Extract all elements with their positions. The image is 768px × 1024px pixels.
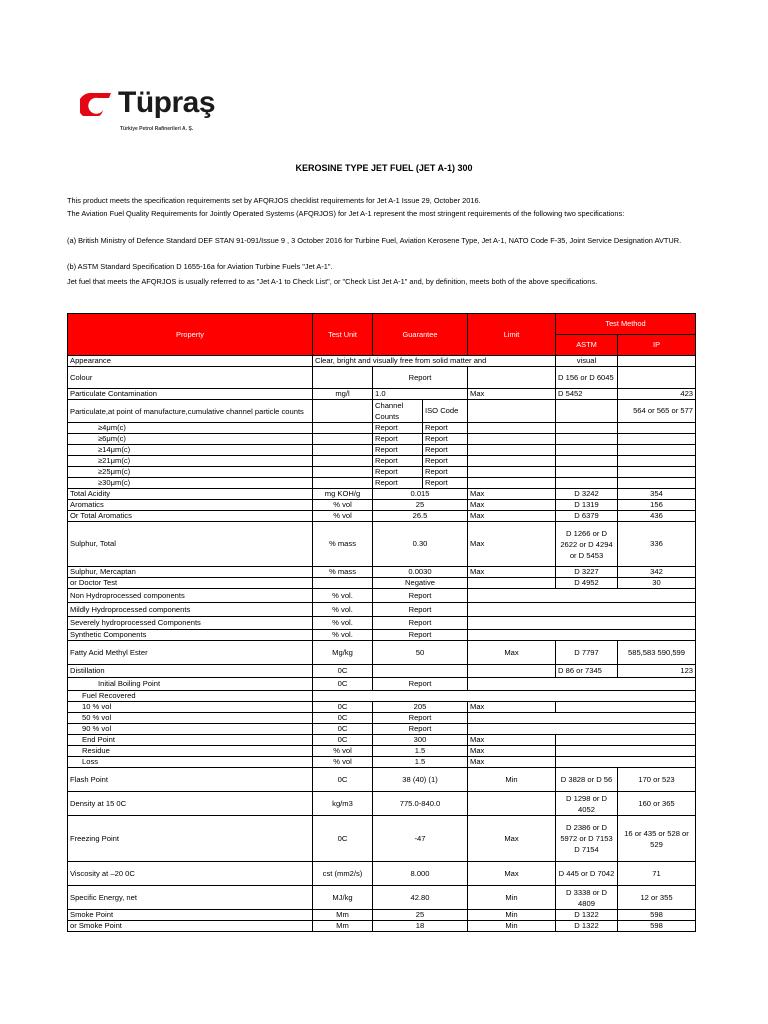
property-cell: Specific Energy, net bbox=[68, 886, 313, 910]
property-cell: Appearance bbox=[68, 356, 313, 367]
guarantee-cell: 1.5 bbox=[373, 757, 468, 768]
guarantee-cell: Clear, bright and visually free from solid matter and bbox=[313, 356, 556, 367]
guarantee-cell: -47 bbox=[373, 816, 468, 862]
property-cell: Severely hydroprocessed Components bbox=[68, 617, 313, 630]
limit-cell: Max bbox=[468, 641, 556, 665]
guarantee-cell: 50 bbox=[373, 641, 468, 665]
unit-cell: % mass bbox=[313, 567, 373, 578]
table-row bbox=[68, 567, 696, 578]
intro-paragraph-5: Jet fuel that meets the AFQRJOS is usually referred to as "Jet A-1 to Check List", or "Check List Jet A-1" and, by definition, meets both of the above specifications. bbox=[67, 277, 598, 286]
astm-cell: D 2386 or D 5972 or D 7153 D 7154 bbox=[556, 816, 618, 862]
limit-cell: Max bbox=[468, 816, 556, 862]
count-cell: Report bbox=[373, 467, 423, 477]
ip-cell: 71 bbox=[618, 862, 696, 886]
limit-cell: Max bbox=[468, 735, 556, 746]
limit-cell: Min bbox=[468, 921, 556, 932]
property-cell: Aromatics bbox=[68, 500, 313, 511]
limit-cell: Max bbox=[468, 511, 556, 522]
table-row bbox=[68, 816, 696, 862]
table-row bbox=[68, 367, 696, 389]
ip-cell: 342 bbox=[618, 567, 696, 578]
header-test-unit: Test Unit bbox=[313, 314, 373, 356]
unit-cell: 0C bbox=[313, 735, 373, 746]
table-row bbox=[68, 713, 696, 724]
unit-cell: MJ/kg bbox=[313, 886, 373, 910]
astm-cell: D 1319 bbox=[556, 500, 618, 511]
astm-cell: D 3227 bbox=[556, 567, 618, 578]
channel-counts-label: Channel Counts bbox=[373, 400, 423, 422]
unit-cell: Mg/kg bbox=[313, 641, 373, 665]
unit-cell: % vol. bbox=[313, 603, 373, 617]
ip-cell: 564 or 565 or 577 bbox=[618, 400, 696, 423]
table-row bbox=[68, 423, 696, 434]
intro-paragraph-3: (a) British Ministry of Defence Standard DEF STAN 91-091/Issue 9 , 3 October 2016 for Turbine Fuel, Aviation Kerosene Type, Jet A-1, NATO Code F-35, Joint Service Designation AVTUR. bbox=[67, 236, 682, 245]
iso-cell: Report bbox=[425, 467, 448, 476]
property-cell: Mildly Hydroprocessed components bbox=[68, 603, 313, 617]
table-row bbox=[68, 641, 696, 665]
guarantee-cell: Report bbox=[373, 617, 468, 630]
table-row bbox=[68, 921, 696, 932]
astm-cell: D 445 or D 7042 bbox=[556, 862, 618, 886]
property-cell: ≥21μm(c) bbox=[68, 456, 313, 467]
property-cell: Viscosity at –20 0C bbox=[68, 862, 313, 886]
guarantee-cell: 775.0-840.0 bbox=[373, 792, 468, 816]
table-header bbox=[68, 314, 696, 356]
count-cell: Report bbox=[373, 478, 423, 488]
limit-cell: Max bbox=[468, 746, 556, 757]
table-row bbox=[68, 578, 696, 589]
unit-cell: 0C bbox=[313, 768, 373, 792]
limit-cell: Max bbox=[468, 702, 556, 713]
header-property: Property bbox=[68, 314, 313, 356]
table-row bbox=[68, 862, 696, 886]
limit-cell: Max bbox=[468, 862, 556, 886]
property-cell: ≥4μm(c) bbox=[68, 423, 313, 434]
guarantee-cell: Report bbox=[373, 678, 468, 691]
property-cell: 10 % vol bbox=[68, 702, 313, 713]
unit-cell: Mm bbox=[313, 910, 373, 921]
unit-cell: mg/l bbox=[313, 389, 373, 400]
iso-cell: Report bbox=[425, 478, 448, 487]
header-guarantee: Guarantee bbox=[373, 314, 468, 356]
unit-cell: kg/m3 bbox=[313, 792, 373, 816]
astm-cell: visual bbox=[556, 356, 618, 367]
guarantee-cell: 1.0 bbox=[373, 389, 468, 400]
unit-cell: mg KOH/g bbox=[313, 489, 373, 500]
ip-cell: 170 or 523 bbox=[618, 768, 696, 792]
guarantee-cell: Negative bbox=[373, 578, 468, 589]
limit-cell: Min bbox=[468, 768, 556, 792]
guarantee-cell: 0.30 bbox=[373, 522, 468, 567]
table-row bbox=[68, 478, 696, 489]
unit-cell: % vol bbox=[313, 511, 373, 522]
limit-cell: Max bbox=[468, 500, 556, 511]
property-cell: or Doctor Test bbox=[68, 578, 313, 589]
guarantee-cell: 1.5 bbox=[373, 746, 468, 757]
table-row bbox=[68, 702, 696, 713]
guarantee-cell: Report bbox=[373, 589, 468, 603]
table-row bbox=[68, 910, 696, 921]
property-cell: Particulate Contamination bbox=[68, 389, 313, 400]
property-cell: Loss bbox=[68, 757, 313, 768]
iso-cell: Report bbox=[425, 423, 448, 432]
astm-cell: D 6379 bbox=[556, 511, 618, 522]
iso-code-label: ISO Code bbox=[425, 406, 459, 415]
unit-cell: % vol bbox=[313, 757, 373, 768]
property-cell: Smoke Point bbox=[68, 910, 313, 921]
property-cell: ≥25μm(c) bbox=[68, 467, 313, 478]
ip-cell: 123 bbox=[618, 665, 696, 678]
iso-cell: Report bbox=[425, 456, 448, 465]
iso-cell: Report bbox=[425, 434, 448, 443]
table-row bbox=[68, 724, 696, 735]
table-row bbox=[68, 467, 696, 478]
unit-cell: 0C bbox=[313, 724, 373, 735]
property-cell: 90 % vol bbox=[68, 724, 313, 735]
ip-cell: 12 or 355 bbox=[618, 886, 696, 910]
astm-cell: D 1266 or D 2622 or D 4294 or D 5453 bbox=[556, 522, 618, 567]
unit-cell: Mm bbox=[313, 921, 373, 932]
table-row bbox=[68, 757, 696, 768]
limit-cell: Max bbox=[468, 757, 556, 768]
property-cell: 50 % vol bbox=[68, 713, 313, 724]
guarantee-cell: Report bbox=[373, 713, 468, 724]
brand-name: Tüpraş bbox=[118, 86, 216, 119]
count-cell: Report bbox=[373, 423, 423, 433]
astm-cell: D 1322 bbox=[556, 921, 618, 932]
table-row bbox=[68, 389, 696, 400]
property-cell: Distillation bbox=[68, 665, 313, 678]
unit-cell: 0C bbox=[313, 678, 373, 691]
ip-cell: 156 bbox=[618, 500, 696, 511]
property-cell: Flash Point bbox=[68, 768, 313, 792]
property-cell: Sulphur, Mercaptan bbox=[68, 567, 313, 578]
unit-cell: cst (mm2/s) bbox=[313, 862, 373, 886]
astm-cell: D 3338 or D 4809 bbox=[556, 886, 618, 910]
tupras-logo-mark-icon bbox=[80, 90, 114, 116]
ip-cell: 16 or 435 or 528 or 529 bbox=[618, 816, 696, 862]
unit-cell: % vol. bbox=[313, 617, 373, 630]
property-cell: Fatty Acid Methyl Ester bbox=[68, 641, 313, 665]
astm-cell: D 7797 bbox=[556, 641, 618, 665]
count-cell: Report bbox=[373, 456, 423, 466]
unit-cell: % vol. bbox=[313, 630, 373, 641]
astm-cell: D 3242 bbox=[556, 489, 618, 500]
table-row bbox=[68, 678, 696, 691]
guarantee-cell: Report bbox=[373, 603, 468, 617]
table-row bbox=[68, 691, 696, 702]
property-cell: ≥14μm(c) bbox=[68, 445, 313, 456]
header-astm: ASTM bbox=[556, 335, 618, 356]
guarantee-cell: 26.5 bbox=[373, 511, 468, 522]
ip-cell: 354 bbox=[618, 489, 696, 500]
ip-cell: 598 bbox=[618, 910, 696, 921]
unit-cell: 0C bbox=[313, 702, 373, 713]
guarantee-cell: 205 bbox=[373, 702, 468, 713]
intro-paragraph-2: The Aviation Fuel Quality Requirements for Jointly Operated Systems (AFQRJOS) for Jet A-1 represent the most stringent requirements of the following two specifications: bbox=[67, 209, 625, 218]
limit-cell: Min bbox=[468, 910, 556, 921]
property-cell: Residue bbox=[68, 746, 313, 757]
unit-cell: 0C bbox=[313, 713, 373, 724]
header-limit: Limit bbox=[468, 314, 556, 356]
property-cell: ≥30μm(c) bbox=[68, 478, 313, 489]
ip-cell: 598 bbox=[618, 921, 696, 932]
table-row bbox=[68, 746, 696, 757]
table-row bbox=[68, 500, 696, 511]
astm-cell: D 4952 bbox=[556, 578, 618, 589]
ip-cell: 585,583 590,599 bbox=[618, 641, 696, 665]
guarantee-cell: Report bbox=[373, 630, 468, 641]
table-row bbox=[68, 434, 696, 445]
property-cell: Or Total Aromatics bbox=[68, 511, 313, 522]
table-row bbox=[68, 522, 696, 567]
astm-cell: D 3828 or D 56 bbox=[556, 768, 618, 792]
guarantee-cell: 0.0030 bbox=[373, 567, 468, 578]
ip-cell: 436 bbox=[618, 511, 696, 522]
guarantee-cell: 25 bbox=[373, 910, 468, 921]
property-cell: Synthetic Components bbox=[68, 630, 313, 641]
property-cell: Sulphur, Total bbox=[68, 522, 313, 567]
table-row bbox=[68, 400, 696, 423]
unit-cell: 0C bbox=[313, 816, 373, 862]
property-cell: Non Hydroprocessed components bbox=[68, 589, 313, 603]
specification-table bbox=[67, 313, 696, 932]
property-cell: Freezing Point bbox=[68, 816, 313, 862]
property-cell: Initial Boiling Point bbox=[68, 678, 313, 691]
property-cell: End Point bbox=[68, 735, 313, 746]
header-ip: IP bbox=[618, 335, 696, 356]
property-cell: Fuel Recovered bbox=[68, 691, 313, 702]
guarantee-cell: 38 (40) (1) bbox=[373, 768, 468, 792]
astm-cell: D 86 or 7345 bbox=[556, 665, 618, 678]
astm-cell: D 156 or D 6045 bbox=[556, 367, 618, 389]
limit-cell: Max bbox=[468, 489, 556, 500]
guarantee-cell: 0.015 bbox=[373, 489, 468, 500]
property-cell: Total Acidity bbox=[68, 489, 313, 500]
tupras-logo bbox=[80, 86, 216, 138]
count-cell: Report bbox=[373, 445, 423, 455]
table-row bbox=[68, 456, 696, 467]
unit-cell: 0C bbox=[313, 665, 373, 678]
unit-cell: % mass bbox=[313, 522, 373, 567]
table-row bbox=[68, 886, 696, 910]
count-cell: Report bbox=[373, 434, 423, 444]
astm-cell: D 1298 or D 4052 bbox=[556, 792, 618, 816]
guarantee-cell: 25 bbox=[373, 500, 468, 511]
ip-cell: 30 bbox=[618, 578, 696, 589]
guarantee-cell: Report bbox=[373, 724, 468, 735]
limit-cell: Max bbox=[468, 522, 556, 567]
property-cell: or Smoke Point bbox=[68, 921, 313, 932]
intro-paragraph-4: (b) ASTM Standard Specification D 1655-16a for Aviation Turbine Fuels "Jet A-1". bbox=[67, 262, 333, 271]
guarantee-cell: 18 bbox=[373, 921, 468, 932]
limit-cell: Max bbox=[468, 567, 556, 578]
property-cell: Particulate,at point of manufacture,cumulative channel particle counts bbox=[68, 400, 313, 423]
table-row bbox=[68, 589, 696, 603]
astm-cell: D 5452 bbox=[556, 389, 618, 400]
document-title: KEROSINE TYPE JET FUEL (JET A-1) 300 bbox=[295, 163, 473, 173]
header-test-method: Test Method bbox=[556, 314, 696, 335]
ip-cell: 160 or 365 bbox=[618, 792, 696, 816]
guarantee-cell: 8.000 bbox=[373, 862, 468, 886]
table-row bbox=[68, 617, 696, 630]
table-row bbox=[68, 768, 696, 792]
iso-cell: Report bbox=[425, 445, 448, 454]
table-row bbox=[68, 665, 696, 678]
table-row bbox=[68, 445, 696, 456]
guarantee-cell: 300 bbox=[373, 735, 468, 746]
property-cell: Density at 15 0C bbox=[68, 792, 313, 816]
limit-cell: Min bbox=[468, 886, 556, 910]
unit-cell: % vol bbox=[313, 500, 373, 511]
table-row bbox=[68, 603, 696, 617]
table-row bbox=[68, 792, 696, 816]
property-cell: Colour bbox=[68, 367, 313, 389]
guarantee-cell: Report bbox=[373, 367, 468, 389]
property-cell: ≥6μm(c) bbox=[68, 434, 313, 445]
guarantee-cell: 42.80 bbox=[373, 886, 468, 910]
astm-cell: D 1322 bbox=[556, 910, 618, 921]
unit-cell: % vol bbox=[313, 746, 373, 757]
table-row bbox=[68, 356, 696, 367]
unit-cell: % vol. bbox=[313, 589, 373, 603]
ip-cell: 423 bbox=[618, 389, 696, 400]
limit-cell: Max bbox=[468, 389, 556, 400]
ip-cell: 336 bbox=[618, 522, 696, 567]
table-row bbox=[68, 489, 696, 500]
table-row bbox=[68, 735, 696, 746]
brand-tagline: Türkiye Petrol Rafinerileri A. Ş. bbox=[120, 126, 194, 132]
table-row bbox=[68, 630, 696, 641]
table-row bbox=[68, 511, 696, 522]
intro-paragraph-1: This product meets the specification requirements set by AFQRJOS checklist requirements for Jet A-1 Issue 29, October 2016. bbox=[67, 196, 481, 205]
